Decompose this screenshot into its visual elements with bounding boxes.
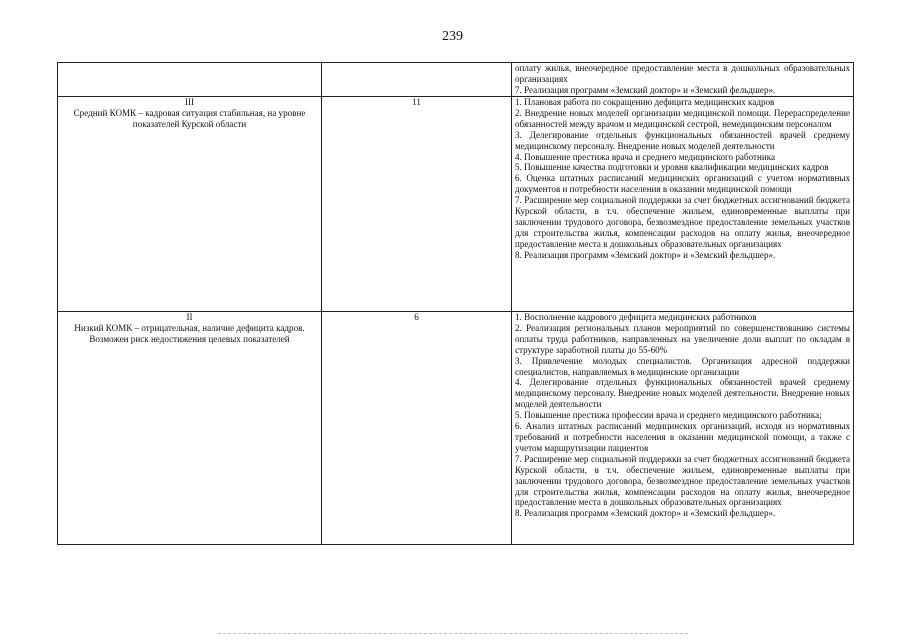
measure-item: 2. Внедрение новых моделей организации медицинской помощи. Перераспределение обязанностей между врачом и медицинской сестрой, немедицинским персоналом (515, 107, 850, 129)
cont-measures-cell (512, 63, 854, 97)
measure-item: 3. Привлечение молодых специалистов. Организация адресной поддержки специалистов, направляемых в медицинские организации (515, 355, 850, 377)
measure-item: 4. Повышение престижа врача и среднего медицинского работника (515, 151, 776, 162)
measures-table (57, 62, 854, 545)
measures-cell (512, 312, 854, 545)
measure-item: 6. Анализ штатных расписаний медицинских организаций, исходя из нормативных требований и потребности населения в оказании медицинской помощи, а также с учетом маршрутизации пациентов (515, 421, 850, 453)
measure-item: 4. Делегирование отдельных функциональных обязанностей врачей среднему медицинскому персоналу. Внедрение новых моделей деятельности. Внедрение новых моделей деятельности (515, 377, 850, 410)
measure-item: оплату жилья, внеочередное предоставление места в дошкольных образовательных организациях (515, 63, 850, 84)
measure-item: 7. Расширение мер социальной поддержки за счет бюджетных ассигнований бюджета Курской области, в т.ч. обеспечение жильем, единовременные выплаты при заключении трудового договора, безвозмездное предоставление земельных участков для строительства жилья, компенсации расходов на оплату жилья, внеочередное предоставление места в дошкольных образовательных организациях (515, 195, 850, 249)
measures-cell (512, 97, 854, 312)
table-row-level-2 (58, 312, 854, 545)
table-row-level-3 (58, 97, 854, 312)
measure-item: 8. Реализация программ «Земский доктор» и «Земский фельдшер». (515, 249, 776, 260)
level-number: III (184, 97, 195, 107)
level-description: Низкий КОМК – отрицательная, наличие дефицита кадров. Возможен риск недостижения целевых показателей (74, 322, 305, 344)
measure-item: 7. Реализация программ «Земский доктор» и «Земский фельдшер». (515, 84, 776, 95)
measure-item: 5. Повышение качества подготовки и уровня квалификации медицинских кадров (515, 162, 829, 173)
measure-item: 6. Оценка штатных расписаний медицинских организаций с учетом нормативных документов и потребности населения в оказании медицинской помощи (515, 173, 850, 195)
score-value: 6 (414, 312, 419, 322)
level-cell (58, 97, 322, 312)
level-description: Средний КОМК – кадровая ситуация стабильная, на уровне показателей Курской области (73, 107, 306, 129)
measure-item: 8. Реализация программ «Земский доктор» и «Земский фельдшер». (515, 508, 776, 519)
scan-edge-line (218, 633, 688, 634)
score-cell (322, 312, 512, 545)
measure-item: 2. Реализация региональных планов мероприятий по совершенствованию системы оплаты труда работников, направленных на увеличение доли выплат по окладам в структуре заработной платы до 55-60% (515, 322, 850, 355)
measure-item: 7. Расширение мер социальной поддержки за счет бюджетных ассигнований бюджета Курской области, в т.ч. обеспечение жильем, единовременные выплаты при заключении трудового договора, безвозмездное предоставление земельных участков для строительства жилья, компенсации расходов на оплату жилья, внеочередное предоставление места в дошкольных образовательных организациях (515, 453, 850, 508)
table-row-continuation (58, 63, 854, 97)
measure-item: 5. Повышение престижа профессии врача и среднего медицинского работника; (515, 410, 822, 421)
cont-level-cell (58, 63, 322, 97)
measure-item: 3. Делегирование отдельных функциональных обязанностей врачей среднему медицинскому персоналу. Внедрение новых моделей деятельности (515, 129, 850, 151)
cont-score-cell (322, 63, 512, 97)
level-number: II (186, 312, 193, 322)
score-cell (322, 97, 512, 312)
measure-item: 1. Восполнение кадрового дефицита медицинских работников (515, 312, 757, 322)
level-cell (58, 312, 322, 545)
measure-item: 1. Плановая работа по сокращению дефицита медицинских кадров (515, 97, 775, 107)
score-value: 11 (412, 97, 421, 107)
page-number: 239 (442, 29, 463, 44)
